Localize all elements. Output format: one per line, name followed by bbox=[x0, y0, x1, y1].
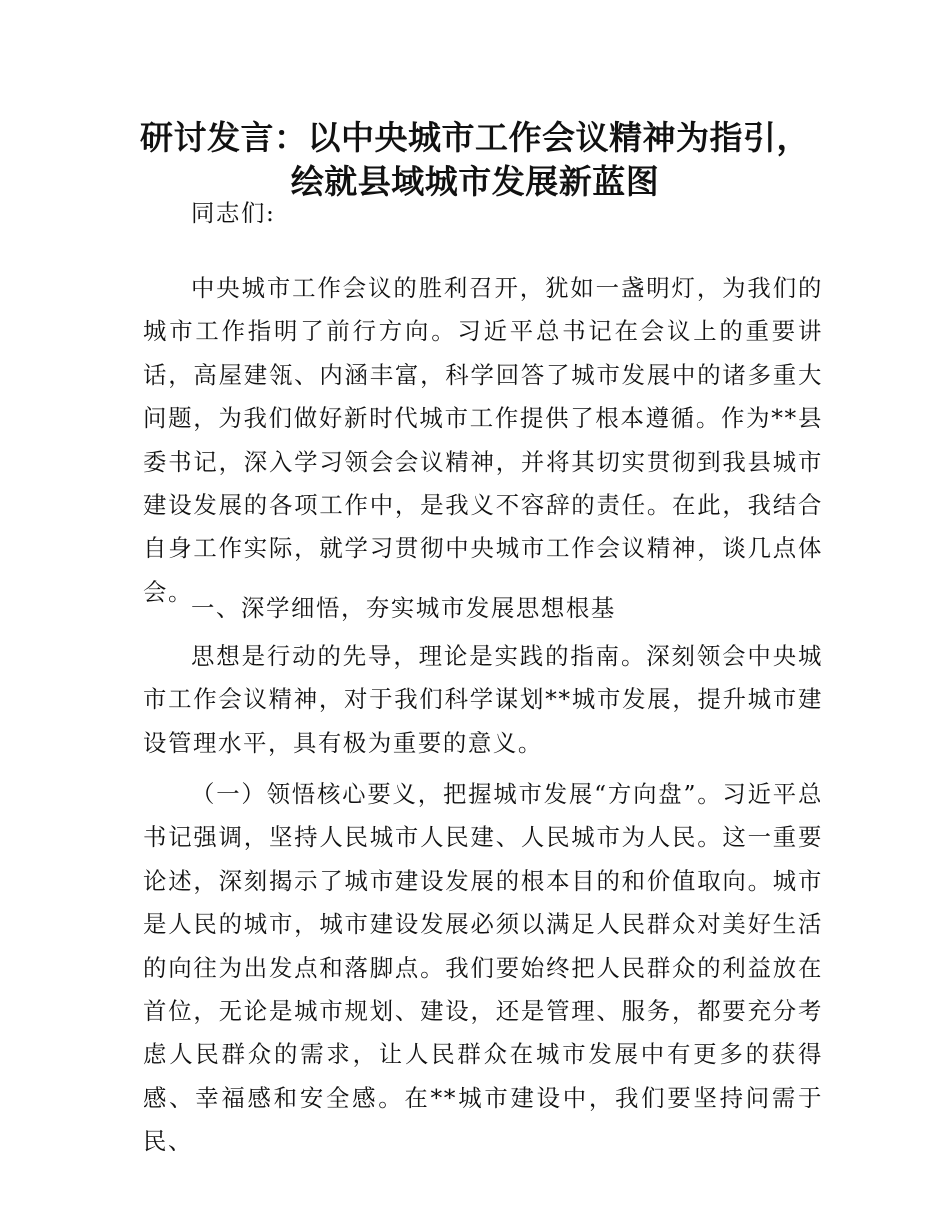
salutation bbox=[143, 192, 823, 235]
section-heading-text: 一、深学细悟，夯实城市发展思想根基 bbox=[191, 594, 616, 622]
paragraph-text: 中央城市工作会议的胜利召开，犹如一盏明灯，为我们的城市工作指明了前行方向。习近平总书记在会议上的重要讲话，高屋建瓴、内涵丰富，科学回答了城市发展中的诸多重大问题，为我们做好新时代城市工作提供了根本遵循。作为**县委书记，深入学习领会会议精神，并将其切实贯彻到我县城市建设发展的各项工作中，是我义不容辞的责任。在此，我结合自身工作实际，就学习贯彻中央城市工作会议精神，谈几点体会。 bbox=[143, 274, 823, 606]
paragraph-text: 思想是行动的先导，理论是实践的指南。深刻领会中央城市工作会议精神，对于我们科学谋划**城市发展，提升城市建设管理水平，具有极为重要的意义。 bbox=[143, 642, 823, 757]
salutation-text: 同志们: bbox=[191, 199, 276, 227]
section-heading-1 bbox=[143, 587, 823, 630]
paragraph-section-1 bbox=[143, 635, 823, 765]
document-title-line-1: 研讨发言：以中央城市工作会议精神为指引， bbox=[140, 118, 810, 157]
paragraph-intro bbox=[143, 267, 823, 614]
paragraph-subsection-1 bbox=[143, 773, 823, 1164]
document-title-line-2: 绘就县域城市发展新蓝图 bbox=[290, 162, 660, 201]
paragraph-text: （一）领悟核心要义，把握城市发展“方向盘”。习近平总书记强调，坚持人民城市人民建、人民城市为人民。这一重要论述，深刻揭示了城市建设发展的根本目的和价值取向。城市是人民的城市，城市建设发展必须以满足人民群众对美好生活的向往为出发点和落脚点。我们要始终把人民群众的利益放在首位，无论是城市规划、建设，还是管理、服务，都要充分考虑人民群众的需求，让人民群众在城市发展中有更多的获得感、幸福感和安全感。在**城市建设中，我们要坚持问需于民、 bbox=[143, 780, 823, 1156]
